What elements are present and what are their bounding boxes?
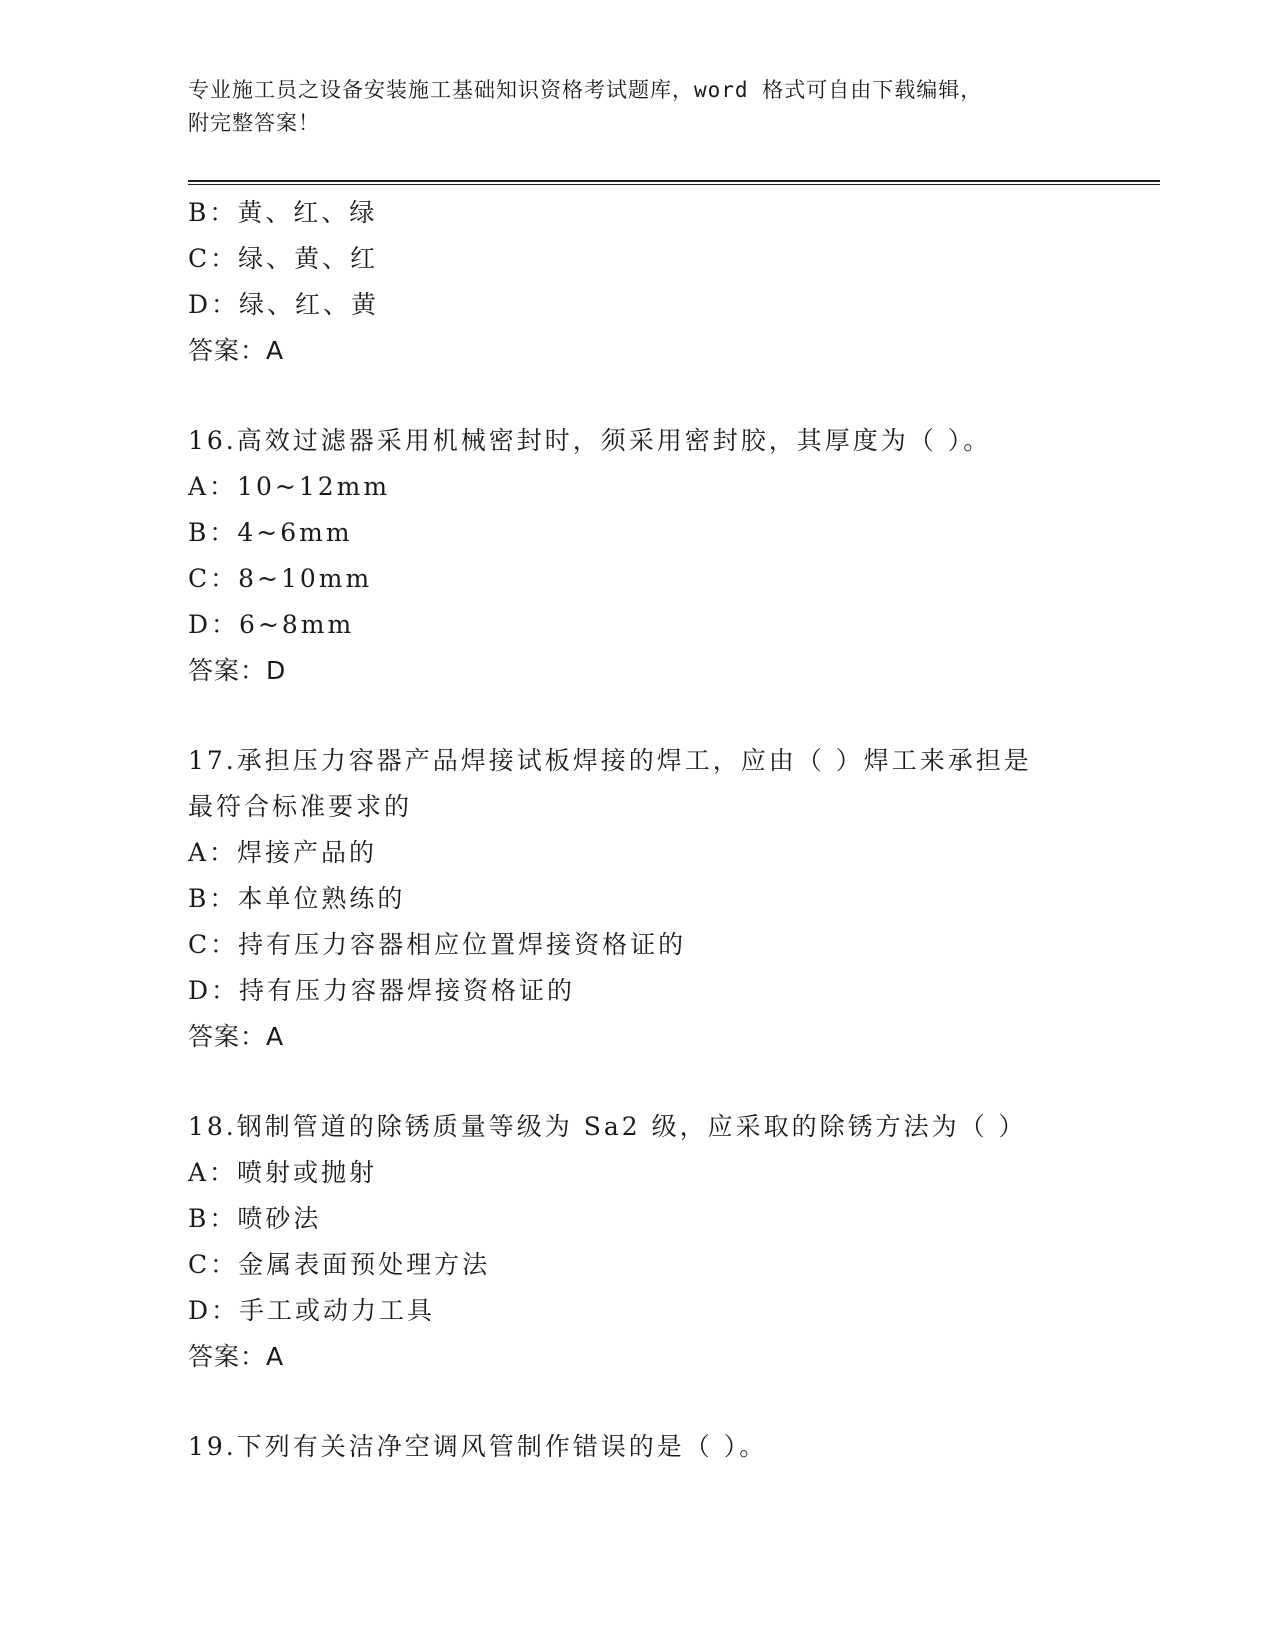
answer-text: 答案：A <box>188 336 285 365</box>
option-b: B：黄、红、绿 <box>188 198 378 227</box>
header-line-1: 专业施工员之设备安装施工基础知识资格考试题库，word 格式可自由下载编辑， <box>188 78 983 102</box>
question-19 <box>188 1424 1160 1470</box>
option-a: A：10~12mm <box>188 472 391 501</box>
answer-text: 答案：D <box>188 656 287 685</box>
option-b: B：4~6mm <box>188 518 353 547</box>
option-d: D：持有压力容器焊接资格证的 <box>188 976 576 1005</box>
spacer <box>188 694 1160 738</box>
question-17 <box>188 738 1160 1060</box>
header-line-2: 附完整答案！ <box>188 111 320 135</box>
option-d: D：绿、红、黄 <box>188 290 380 319</box>
option-b: B：本单位熟练的 <box>188 884 406 913</box>
answer-text: 答案：A <box>188 1022 285 1051</box>
question-text: 17.承担压力容器产品焊接试板焊接的焊工，应由（ ）焊工来承担是 <box>188 746 1032 775</box>
question-text: 18.钢制管道的除锈质量等级为 Sa2 级，应采取的除锈方法为（ ） <box>188 1112 1027 1141</box>
option-d: D：6~8mm <box>188 610 355 639</box>
question-18 <box>188 1104 1160 1380</box>
option-a: A：喷射或抛射 <box>188 1158 378 1187</box>
spacer <box>188 374 1160 418</box>
option-b: B：喷砂法 <box>188 1204 322 1233</box>
option-d: D：手工或动力工具 <box>188 1296 436 1325</box>
document-header <box>188 74 1088 140</box>
question-16 <box>188 418 1160 694</box>
question-text: 19.下列有关洁净空调风管制作错误的是（ ）。 <box>188 1432 768 1461</box>
header-divider-thin <box>188 184 1160 185</box>
option-c: C：8~10mm <box>188 564 373 593</box>
spacer <box>188 1060 1160 1104</box>
question-text-continued: 最符合标准要求的 <box>188 792 413 821</box>
option-c: C：持有压力容器相应位置焊接资格证的 <box>188 930 687 959</box>
header-divider <box>188 180 1160 182</box>
option-a: A：焊接产品的 <box>188 838 378 867</box>
answer-text: 答案：A <box>188 1342 285 1371</box>
option-c: C：绿、黄、红 <box>188 244 379 273</box>
question-text: 16.高效过滤器采用机械密封时，须采用密封胶，其厚度为（ ）。 <box>188 426 992 455</box>
question-15-fragment <box>188 190 1160 374</box>
spacer <box>188 1380 1160 1424</box>
option-c: C：金属表面预处理方法 <box>188 1250 491 1279</box>
question-list <box>188 190 1160 1470</box>
